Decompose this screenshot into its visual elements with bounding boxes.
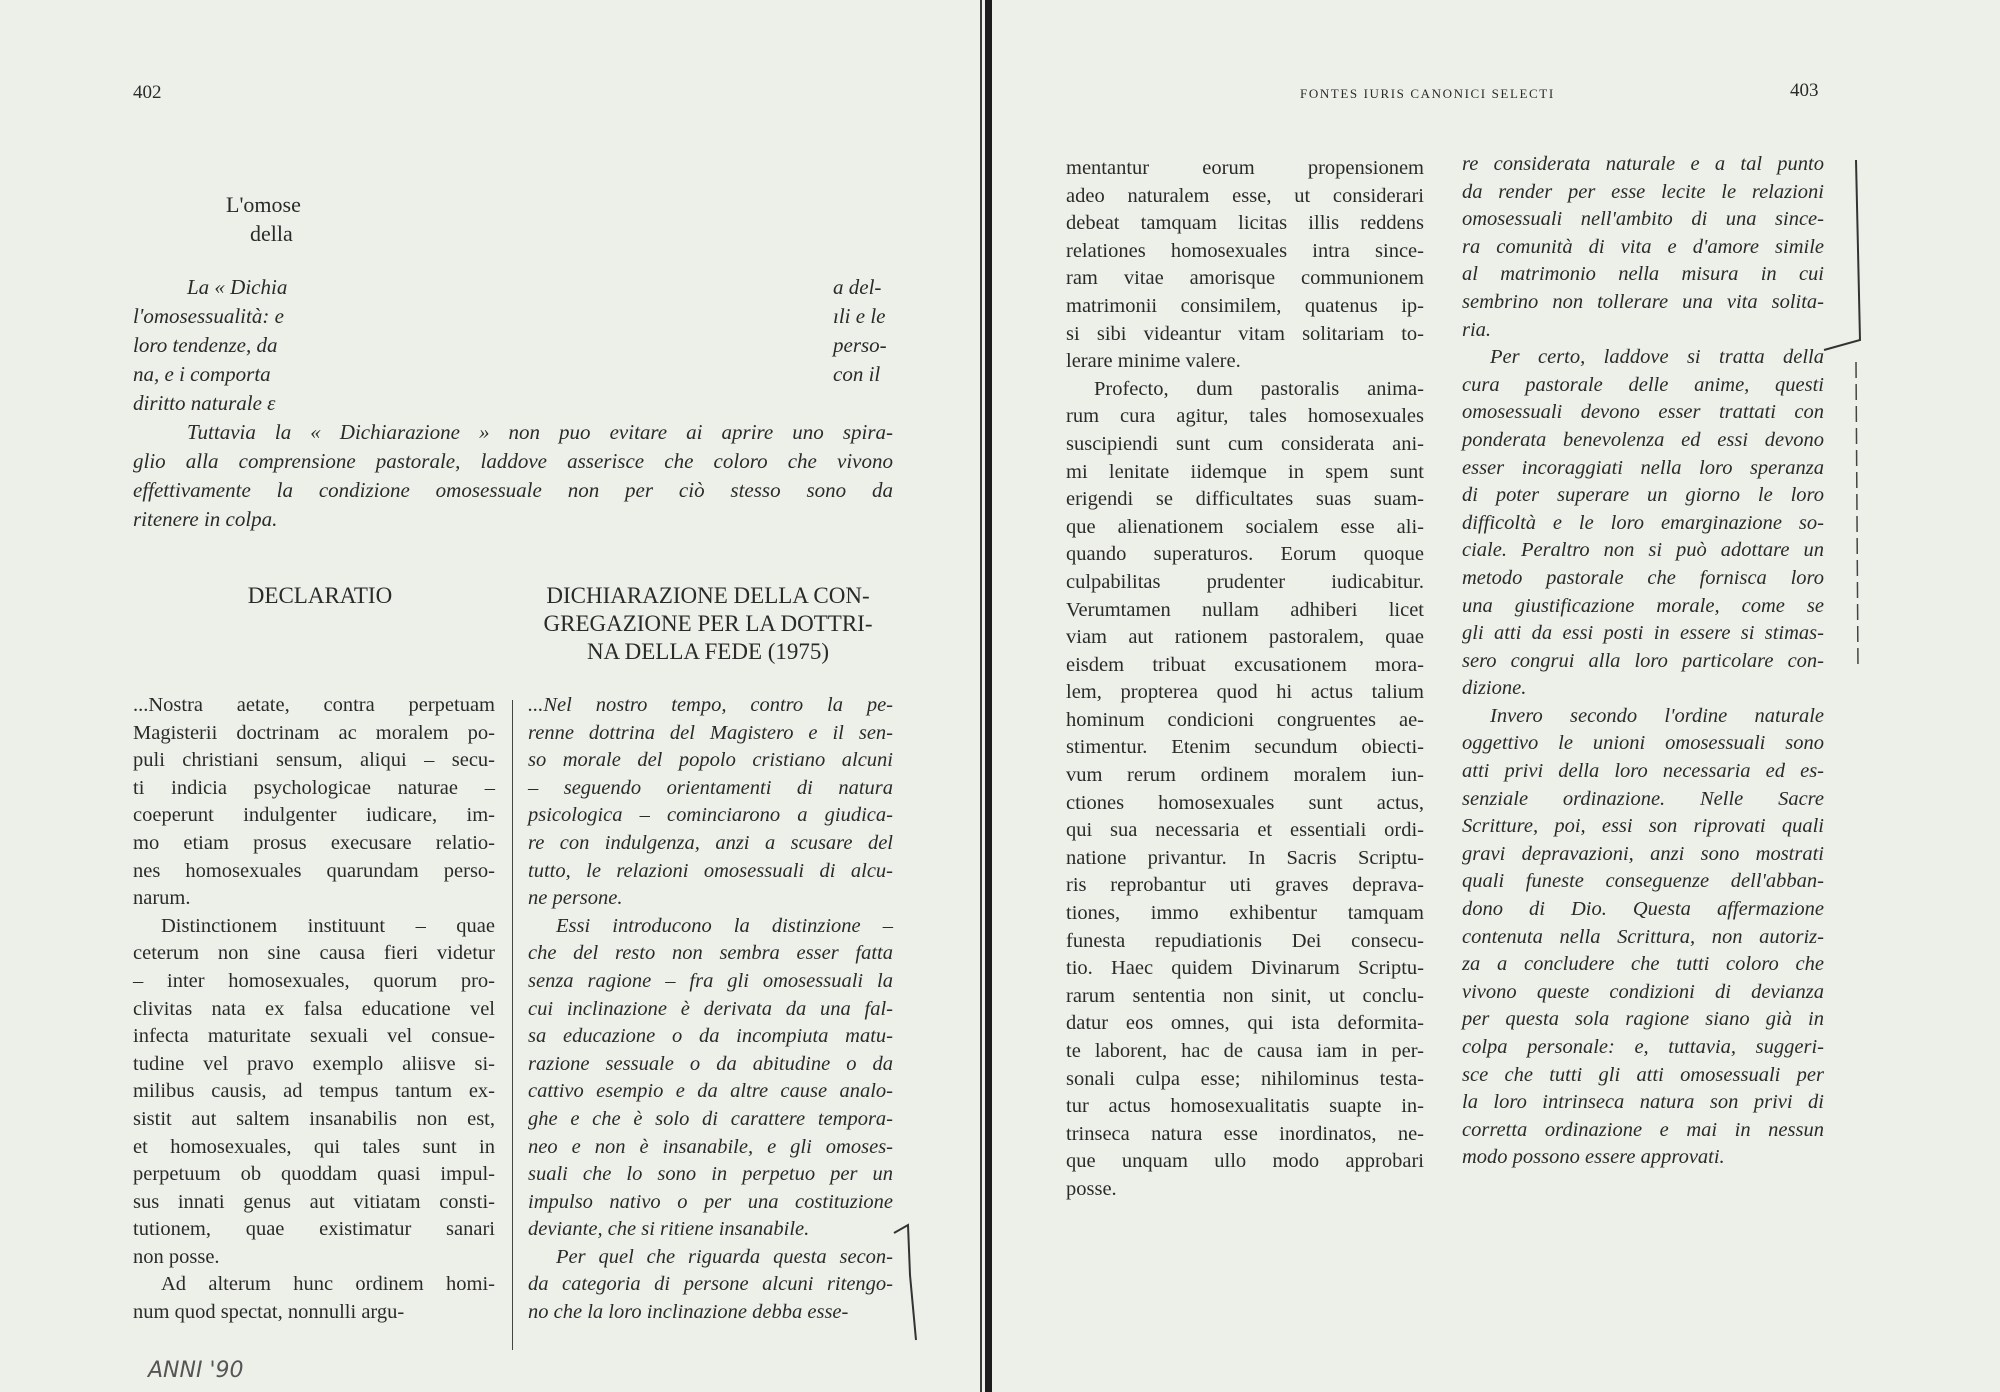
text-line: dono di Dio. Questa affermazione [1462,898,1824,921]
left-page [0,0,985,1392]
text-line: sonali culpa esse; nihilominus testa- [1066,1067,1424,1090]
text-line: rarum sententia non sinit, ut conclu- [1066,984,1424,1007]
intro-row [133,273,893,302]
title-line: L'omose [226,192,301,217]
text-line: so morale del popolo cristiano alcuni [528,749,893,772]
text-line: stimentur. Etenim secundum obiecti- [1066,736,1424,759]
section-title [226,190,301,248]
text-line: da render per esse lecite le relazioni [1462,180,1824,203]
text-line: tio. Haec quidem Divinarum Scriptu- [1066,957,1424,980]
intro-line: effettivamente la condizione omosessuale non per ciò stesso sono da [133,478,893,502]
intro-row [133,331,893,360]
intro-text [133,273,893,534]
text-line: ciale. Peraltro non si può adottare un [1462,539,1824,562]
text-line: renne dottrina del Magistero e il sen- [528,721,893,744]
text-line: neo e non è insanabile, e gli omoses- [528,1135,893,1158]
intro-paragraph [133,418,893,534]
text-line: ris reprobantur uti graves deprava- [1066,874,1424,897]
text-line: – inter homosexuales, quorum pro- [133,969,495,992]
text-line: lem, propterea quod hi actus talium [1066,681,1424,704]
text-line: omosessuali devono esser trattati con [1462,401,1824,424]
text-line: oggettivo le unioni omosessuali sono [1462,732,1824,755]
text-line: tutto, le relazioni omosessuali di alcu- [528,859,893,882]
intro-right: ıli e le [833,304,886,328]
text-line: puli christiani sensum, aliqui – secu- [133,749,495,772]
text-line: tudine vel pravo exemplo aliisve si- [133,1052,495,1075]
text-line: che del resto non sembra esser fatta [528,942,893,965]
text-line: clivitas nata ex falsa educatione vel [133,997,495,1020]
text-line: te laborent, hac de causa iam in per- [1066,1040,1424,1062]
text-line: omosessuali nell'ambito di una since- [1462,208,1824,231]
text-line: infecta maturitate sexuali vel consue- [133,1025,495,1048]
text-line: tur actus homosexualitatis suapte in- [1066,1095,1424,1118]
text-line: Magisterii doctrinam ac moralem po- [133,721,495,744]
text-line: atti privi della loro necessaria ed es- [1462,760,1824,783]
text-line: viam aut rationem pastoralem, quae [1066,626,1424,649]
text-line: gravi depravazioni, anzi sono mostrati [1462,842,1824,865]
text-line: re considerata naturale e a tal punto [1462,153,1824,175]
text-line: perpetuum ob quoddam quasi impul- [133,1163,495,1186]
intro-row [133,389,893,418]
text-line: ti indicia psychologicae naturae – [133,776,495,799]
text-line: deviante, che si ritiene insanabile. [528,1218,810,1241]
text-line: suali che lo sono in perpetuo per un [528,1163,893,1186]
text-line: impulso nativo o per una costituzione [528,1190,893,1213]
intro-right: a del- [833,275,882,299]
text-line: Verumtamen nullam adhiberi licet [1066,598,1424,621]
intro-line: ritenere in colpa. [133,507,278,531]
text-line: senziale ordinazione. Nelle Sacre [1462,787,1824,810]
text-line: modo possono essere approvati. [1462,1146,1725,1169]
text-line: que alienationem socialem esse ali- [1066,515,1424,538]
text-line: di poter superare un giorno le loro [1462,484,1824,507]
text-line: ...Nel nostro tempo, contro la pe- [528,694,893,716]
page-number-left: 402 [133,82,162,103]
text-line: al matrimonio nella misura in cui [1462,263,1824,286]
text-line: tutionem, quae existimatur sanari [133,1218,495,1241]
text-line: una giustificazione morale, come se [1462,594,1824,617]
text-line: trinseca natura esse inordinatos, ne- [1066,1122,1424,1145]
text-line: cura pastorale delle anime, questi [1462,373,1824,396]
text-line: culpabilitas prudenter iudicabitur. [1066,570,1424,593]
right-page [992,0,2000,1392]
latin-text-column [1066,155,1424,1204]
text-line: cattivo esempio e da altre cause analo- [528,1080,893,1103]
text-line: narum. [133,887,191,910]
text-line: debeat tamquam licitas illis reddens [1066,212,1424,235]
text-line: matrimonii consimilem, quatenus ip- [1066,294,1424,317]
text-line: mentantur eorum propensionem [1066,157,1424,179]
text-line: vivono queste condizioni di devianza [1462,980,1824,1003]
intro-right: con il [833,362,881,386]
text-line: sistit aut saltem insanabilis non est, [133,1107,495,1130]
text-line: za a concludere che tutti coloro che [1462,953,1824,976]
text-line: sembrino non tollerare una vita solita- [1462,290,1824,313]
book-gutter [985,0,992,1392]
text-line: que unquam ullo modo approbari [1066,1150,1424,1173]
text-line: et homosexuales, qui tales sunt in [133,1135,495,1158]
text-line: Invero secondo l'ordine naturale [1490,704,1824,727]
text-line: vum rerum ordinem moralem iun- [1066,764,1424,787]
text-line: ceterum non sine causa fieri videtur [133,942,495,965]
text-line: lerare minime valere. [1066,350,1241,373]
text-line: senza ragione – fra gli omosessuali la [528,969,893,992]
text-line: relationes homosexuales intra since- [1066,239,1424,262]
text-line: ria. [1462,318,1492,341]
text-line: Profecto, dum pastoralis anima- [1094,377,1424,400]
intro-left: l'omosessualità: e [133,304,284,328]
text-line: da categoria di persone alcuni ritengo- [528,1273,893,1296]
text-line: datur eos omnes, qui ista deformita- [1066,1012,1424,1035]
text-line: Essi introducono la distinzione – [556,914,893,937]
text-line: sero congrui alla loro particolare con- [1462,649,1824,672]
text-line: tiones, immo exhibentur tamquam [1066,902,1424,925]
page-fold-line [980,0,982,1392]
text-line: milibus causis, ad tempus tantum ex- [133,1080,495,1103]
text-line: posse. [1066,1177,1117,1200]
text-line: corretta ordinazione e mai in nessun [1462,1118,1824,1141]
intro-left: diritto naturale ε [133,391,276,415]
text-line: hominum condicioni congruentes ae- [1066,708,1424,731]
latin-column-heading: DECLARATIO [247,583,393,608]
text-line: per questa sola ragione siano già in [1462,1008,1824,1031]
heading-line: GREGAZIONE PER LA DOTTRI- [543,611,873,636]
text-line: gli atti da essi posti in essere si stimas- [1462,622,1824,645]
text-line: difficoltà e le loro emarginazione so- [1462,511,1824,534]
text-line: dizione. [1462,677,1527,700]
handwritten-note: ANNI '90 [148,1358,244,1383]
text-line: ra comunità di vita e d'amore simile [1462,235,1824,258]
intro-line: Tuttavia la « Dichiarazione » non puo evitare ai aprire uno spira- [187,420,893,444]
page-number-right: 403 [1790,80,1819,101]
heading-line: NA DELLA FEDE (1975) [586,639,830,664]
intro-left: La « Dichia [187,275,288,299]
text-line: erigendi se difficultates suas suam- [1066,488,1424,511]
text-line: re con indulgenza, anzi a scusare del [528,831,893,854]
text-line: ...Nostra aetate, contra perpetuam [133,694,495,716]
text-line: adeo naturalem esse, ut considerari [1066,184,1424,207]
text-line: cui inclinazione è derivata da una fal- [528,997,893,1020]
text-line: ctiones homosexuales sunt actus, [1066,791,1424,814]
intro-left: na, e i comporta [133,362,271,386]
pencil-bracket-mark [890,1215,930,1345]
text-line: la loro intrinseca natura son privi di [1462,1091,1824,1114]
italian-text-column [528,692,893,1327]
text-line: mi lenitate iidemque in spem sunt [1066,460,1424,483]
running-head: FONTES IURIS CANONICI SELECTI [1300,86,1555,101]
text-line: ghe e che è solo di carattere tempora- [528,1107,893,1130]
text-line: funesta repudiationis Dei consecu- [1066,929,1424,952]
text-line: sa educazione o da incompiuta matu- [528,1025,893,1048]
text-line: sce che tutti gli atti omosessuali per [1462,1063,1824,1086]
text-line: ponderata benevolenza ed essi devono [1462,428,1824,451]
text-line: Distinctionem instituunt – quae [161,914,495,937]
text-line: Per quel che riguarda questa secon- [556,1245,893,1268]
italian-text-column [1462,151,1824,1172]
latin-text-column [133,692,495,1327]
text-line: num quod spectat, nonnulli argu- [133,1301,405,1324]
text-line: nes homosexuales quarundam perso- [133,859,495,882]
text-line: eisdem tribuat excusationem mora- [1066,653,1424,676]
text-line: si sibi videantur vitam solitariam to- [1066,322,1424,345]
text-line: quali funeste conseguenze dell'abban- [1462,870,1824,893]
text-line: Ad alterum hunc ordinem homi- [161,1273,495,1296]
text-line: suscipiendi sunt cum considerata ani- [1066,432,1424,455]
text-line: quando superaturos. Eorum quoque [1066,543,1424,566]
text-line: contenuta nella Scrittura, non autoriz- [1462,925,1824,948]
text-line: ram vitae amorisque communionem [1066,267,1424,290]
text-line: – seguendo orientamenti di natura [528,776,893,799]
text-line: metodo pastorale che fornisca loro [1462,566,1824,589]
text-line: colpa personale: e, tuttavia, suggeri- [1462,1036,1824,1058]
heading-line: DICHIARAZIONE DELLA CON- [546,583,870,608]
intro-right: perso- [833,333,887,357]
text-line: rum cura agitur, tales homosexuales [1066,405,1424,428]
column-rule [512,700,513,1350]
text-line: razione sessuale o da abitudine o da [528,1052,893,1075]
text-line: non posse. [133,1245,220,1268]
text-line: coeperunt indulgenter iudicare, im- [133,804,495,827]
text-line: mo etiam prosus execusare relatio- [133,831,495,854]
text-line: natione privantur. In Sacris Scriptu- [1066,846,1424,869]
text-line: esser incoraggiati nella loro speranza [1462,456,1824,479]
text-line: Per certo, laddove si tratta della [1490,346,1824,369]
intro-line: glio alla comprensione pastorale, laddove asserisce che coloro che vivono [133,449,893,473]
text-line: sus innati genus aut vitiatam consti- [133,1190,495,1213]
text-line: psicologica – cominciarono a giudica- [528,804,893,827]
pencil-margin-line [1822,150,1882,700]
text-line: qui sua necessaria et essentiali ordi- [1066,819,1424,842]
title-line: della [250,221,293,246]
text-line: Scritture, poi, essi son riprovati quali [1462,815,1824,838]
intro-row [133,302,893,331]
text-line: ne persone. [528,887,623,910]
italian-column-heading [518,582,898,666]
text-line: no che la loro inclinazione debba esse- [528,1301,849,1324]
intro-left: loro tendenze, da [133,333,278,357]
intro-row [133,360,893,389]
